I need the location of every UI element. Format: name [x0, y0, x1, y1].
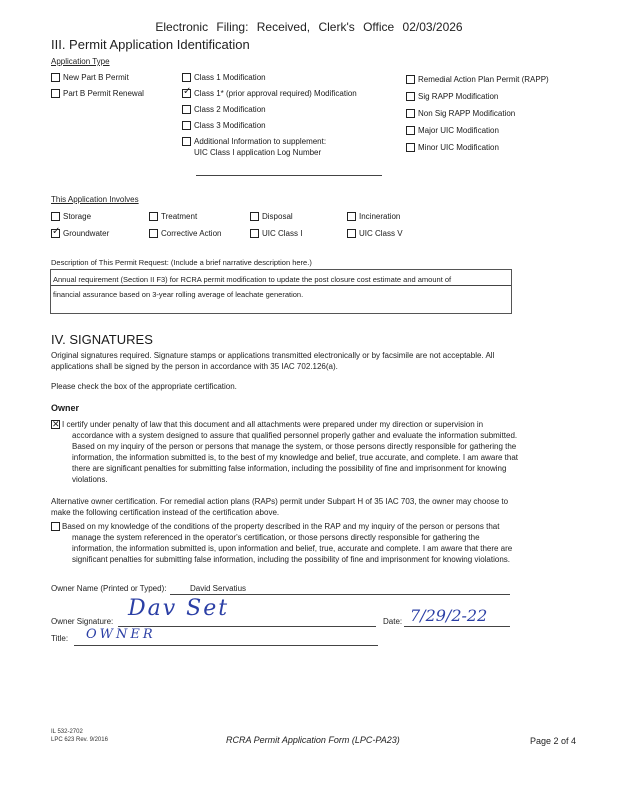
cert2-line: significant penalties for submitting false information, including the possibility of fine and imprisonment for knowing violations. — [72, 555, 511, 564]
app-type-col-1 — [51, 72, 144, 104]
checkbox[interactable] — [51, 73, 60, 82]
checkbox[interactable] — [149, 212, 158, 221]
form-code-2: LPC 623 Rev. 9/2016 — [51, 737, 108, 743]
option-class-1[interactable] — [182, 72, 357, 88]
app-type-col-3 — [406, 74, 549, 159]
option-label: Class 3 Modification — [194, 121, 266, 130]
app-type-col-2 — [182, 72, 357, 158]
option-label: Part B Permit Renewal — [63, 89, 144, 98]
cert2-line: manage the system referenced in the operator's certification, or those persons directly responsible for gathering the — [72, 533, 480, 542]
involves-groundwater[interactable] — [51, 228, 109, 239]
checkbox[interactable] — [182, 73, 191, 82]
owner-name-label: Owner Name (Printed or Typed): — [51, 584, 167, 593]
form-codes — [51, 728, 108, 744]
involves-label: This Application Involves — [51, 195, 139, 204]
cert1-line: I certify under penalty of law that this document and all attachments were prepared under my direction or supervision in — [62, 420, 484, 429]
cert2-line: information, the information submitted is, upon information and belief, true, accurate and complete. I am aware that there are — [72, 544, 513, 553]
owner-signature-value: Dav Set — [128, 596, 230, 621]
filing-stamp: Electronic Filing: Received, Clerk's Office 02/03/2026 — [155, 20, 463, 34]
involves-incineration[interactable] — [347, 211, 400, 222]
option-label-line-2: UIC Class I application Log Number — [194, 148, 322, 157]
option-label: New Part B Permit — [63, 73, 129, 82]
checkbox[interactable] — [250, 212, 259, 221]
intro-line-1: Original signatures required. Signature stamps or applications transmitted electronically or by facsimile are not acceptable. All — [51, 351, 495, 360]
checkbox[interactable] — [347, 229, 356, 238]
cert1-line: there are significant penalties for submitting false information, including the possibility of fine and imprisonment for knowing — [72, 464, 507, 473]
option-label: Class 2 Modification — [194, 105, 266, 114]
option-sig-rapp[interactable] — [406, 91, 549, 108]
checkbox[interactable] — [182, 137, 191, 146]
option-class-2[interactable] — [182, 104, 357, 120]
checkbox[interactable] — [51, 89, 60, 98]
description-line-1: Annual requirement (Section II F3) for RCRA permit modification to update the post closure cost estimate and amount of — [53, 275, 452, 284]
checkbox[interactable] — [182, 121, 191, 130]
option-part-b-renewal[interactable] — [51, 88, 144, 104]
option-label: Class 1* (prior approval required) Modification — [194, 89, 357, 98]
checkbox-checked[interactable] — [182, 89, 191, 98]
page-number: Page 2 of 4 — [530, 736, 577, 746]
option-rapp[interactable] — [406, 74, 549, 91]
checkbox[interactable] — [406, 92, 415, 101]
involves-uic-class-5[interactable] — [347, 228, 403, 239]
owner-signature-line[interactable] — [118, 626, 376, 627]
description-label: Description of This Permit Request: (Include a brief narrative description here.) — [51, 258, 312, 267]
checkbox-checked[interactable] — [51, 420, 60, 429]
involves-disposal[interactable] — [250, 211, 293, 222]
option-label: Disposal — [262, 212, 293, 221]
option-label: Major UIC Modification — [418, 126, 499, 135]
intro-line-2: applications shall be signed by the person in accordance with 35 IAC 702.126(a). — [51, 362, 338, 371]
option-label: Minor UIC Modification — [418, 143, 499, 152]
title-label: Title: — [51, 634, 69, 643]
application-type-label: Application Type — [51, 57, 110, 66]
description-line-2: financial assurance based on 3-year rolling average of leachate generation. — [53, 290, 304, 299]
form-name: RCRA Permit Application Form (LPC-PA23) — [226, 735, 400, 745]
form-code-1: IL 532-2702 — [51, 729, 83, 735]
date-label: Date: — [383, 617, 403, 626]
option-label-line-1: Additional Information to supplement: — [194, 137, 327, 146]
cert2-line: Based on my knowledge of the conditions of the property described in the RAP and my inquiry of the person or persons that — [62, 522, 500, 531]
check-instruction: Please check the box of the appropriate certification. — [51, 382, 237, 391]
option-label: Remedial Action Plan Permit (RAPP) — [418, 75, 549, 84]
checkbox[interactable] — [347, 212, 356, 221]
checkbox[interactable] — [406, 75, 415, 84]
owner-signature-label: Owner Signature: — [51, 617, 114, 626]
option-class-1-star[interactable] — [182, 88, 357, 104]
involves-corrective-action[interactable] — [149, 228, 221, 239]
checkbox[interactable] — [182, 105, 191, 114]
owner-heading: Owner — [51, 403, 80, 413]
checkbox[interactable] — [51, 522, 60, 531]
cert1-line: accordance with a system designed to assure that qualified personnel properly gather and evaluate the information submitted. — [72, 431, 518, 440]
checkbox-checked[interactable] — [51, 229, 60, 238]
date-value: 7/29/2-22 — [410, 606, 488, 625]
option-new-part-b[interactable] — [51, 72, 144, 88]
checkbox[interactable] — [250, 229, 259, 238]
log-number-line[interactable] — [196, 175, 382, 176]
involves-storage[interactable] — [51, 211, 91, 222]
checkbox[interactable] — [406, 143, 415, 152]
section-3-title: III. Permit Application Identification — [51, 37, 250, 52]
option-label: UIC Class V — [359, 229, 403, 238]
option-label: Storage — [63, 212, 92, 221]
option-label: Treatment — [161, 212, 198, 221]
option-label — [194, 136, 326, 158]
cert1-line: violations. — [72, 475, 108, 484]
checkbox[interactable] — [149, 229, 158, 238]
owner-name-line[interactable] — [170, 594, 510, 595]
option-label: Incineration — [359, 212, 401, 221]
title-value: OWNER — [86, 627, 156, 642]
option-label: Non Sig RAPP Modification — [418, 109, 516, 118]
option-class-3[interactable] — [182, 120, 357, 136]
owner-name-value: David Servatius — [190, 584, 247, 593]
cert1-line: Based on my inquiry of the person or persons that manage the system, or those persons directly responsible for gathering the — [72, 442, 517, 451]
option-label: Class 1 Modification — [194, 73, 266, 82]
involves-treatment[interactable] — [149, 211, 197, 222]
option-non-sig-rapp[interactable] — [406, 108, 549, 125]
signatures-intro — [51, 350, 571, 372]
checkbox[interactable] — [406, 126, 415, 135]
option-minor-uic[interactable] — [406, 142, 549, 159]
option-label: Sig RAPP Modification — [418, 92, 499, 101]
checkbox[interactable] — [406, 109, 415, 118]
date-line[interactable] — [404, 626, 510, 627]
description-box[interactable] — [50, 269, 512, 314]
option-additional-info[interactable] — [182, 136, 357, 158]
alternative-certification-text — [51, 496, 581, 518]
option-major-uic[interactable] — [406, 125, 549, 142]
cert1-line: information, the information submitted is, to the best of my knowledge and belief, true accurate, and complete. I am aware that — [72, 453, 519, 462]
involves-uic-class-1[interactable] — [250, 228, 302, 239]
section-4-title: IV. SIGNATURES — [51, 332, 153, 347]
title-line[interactable] — [74, 645, 378, 646]
alt-line: make the following certification instead of the certification above. — [51, 508, 280, 517]
description-rule — [51, 285, 511, 286]
option-label: Corrective Action — [161, 229, 222, 238]
option-label: Groundwater — [63, 229, 110, 238]
option-label: UIC Class I — [262, 229, 303, 238]
alt-line: Alternative owner certification. For remedial action plans (RAPs) permit under Subpart H of 35 IAC 703, the owner may choose to — [51, 497, 509, 506]
checkbox[interactable] — [51, 212, 60, 221]
